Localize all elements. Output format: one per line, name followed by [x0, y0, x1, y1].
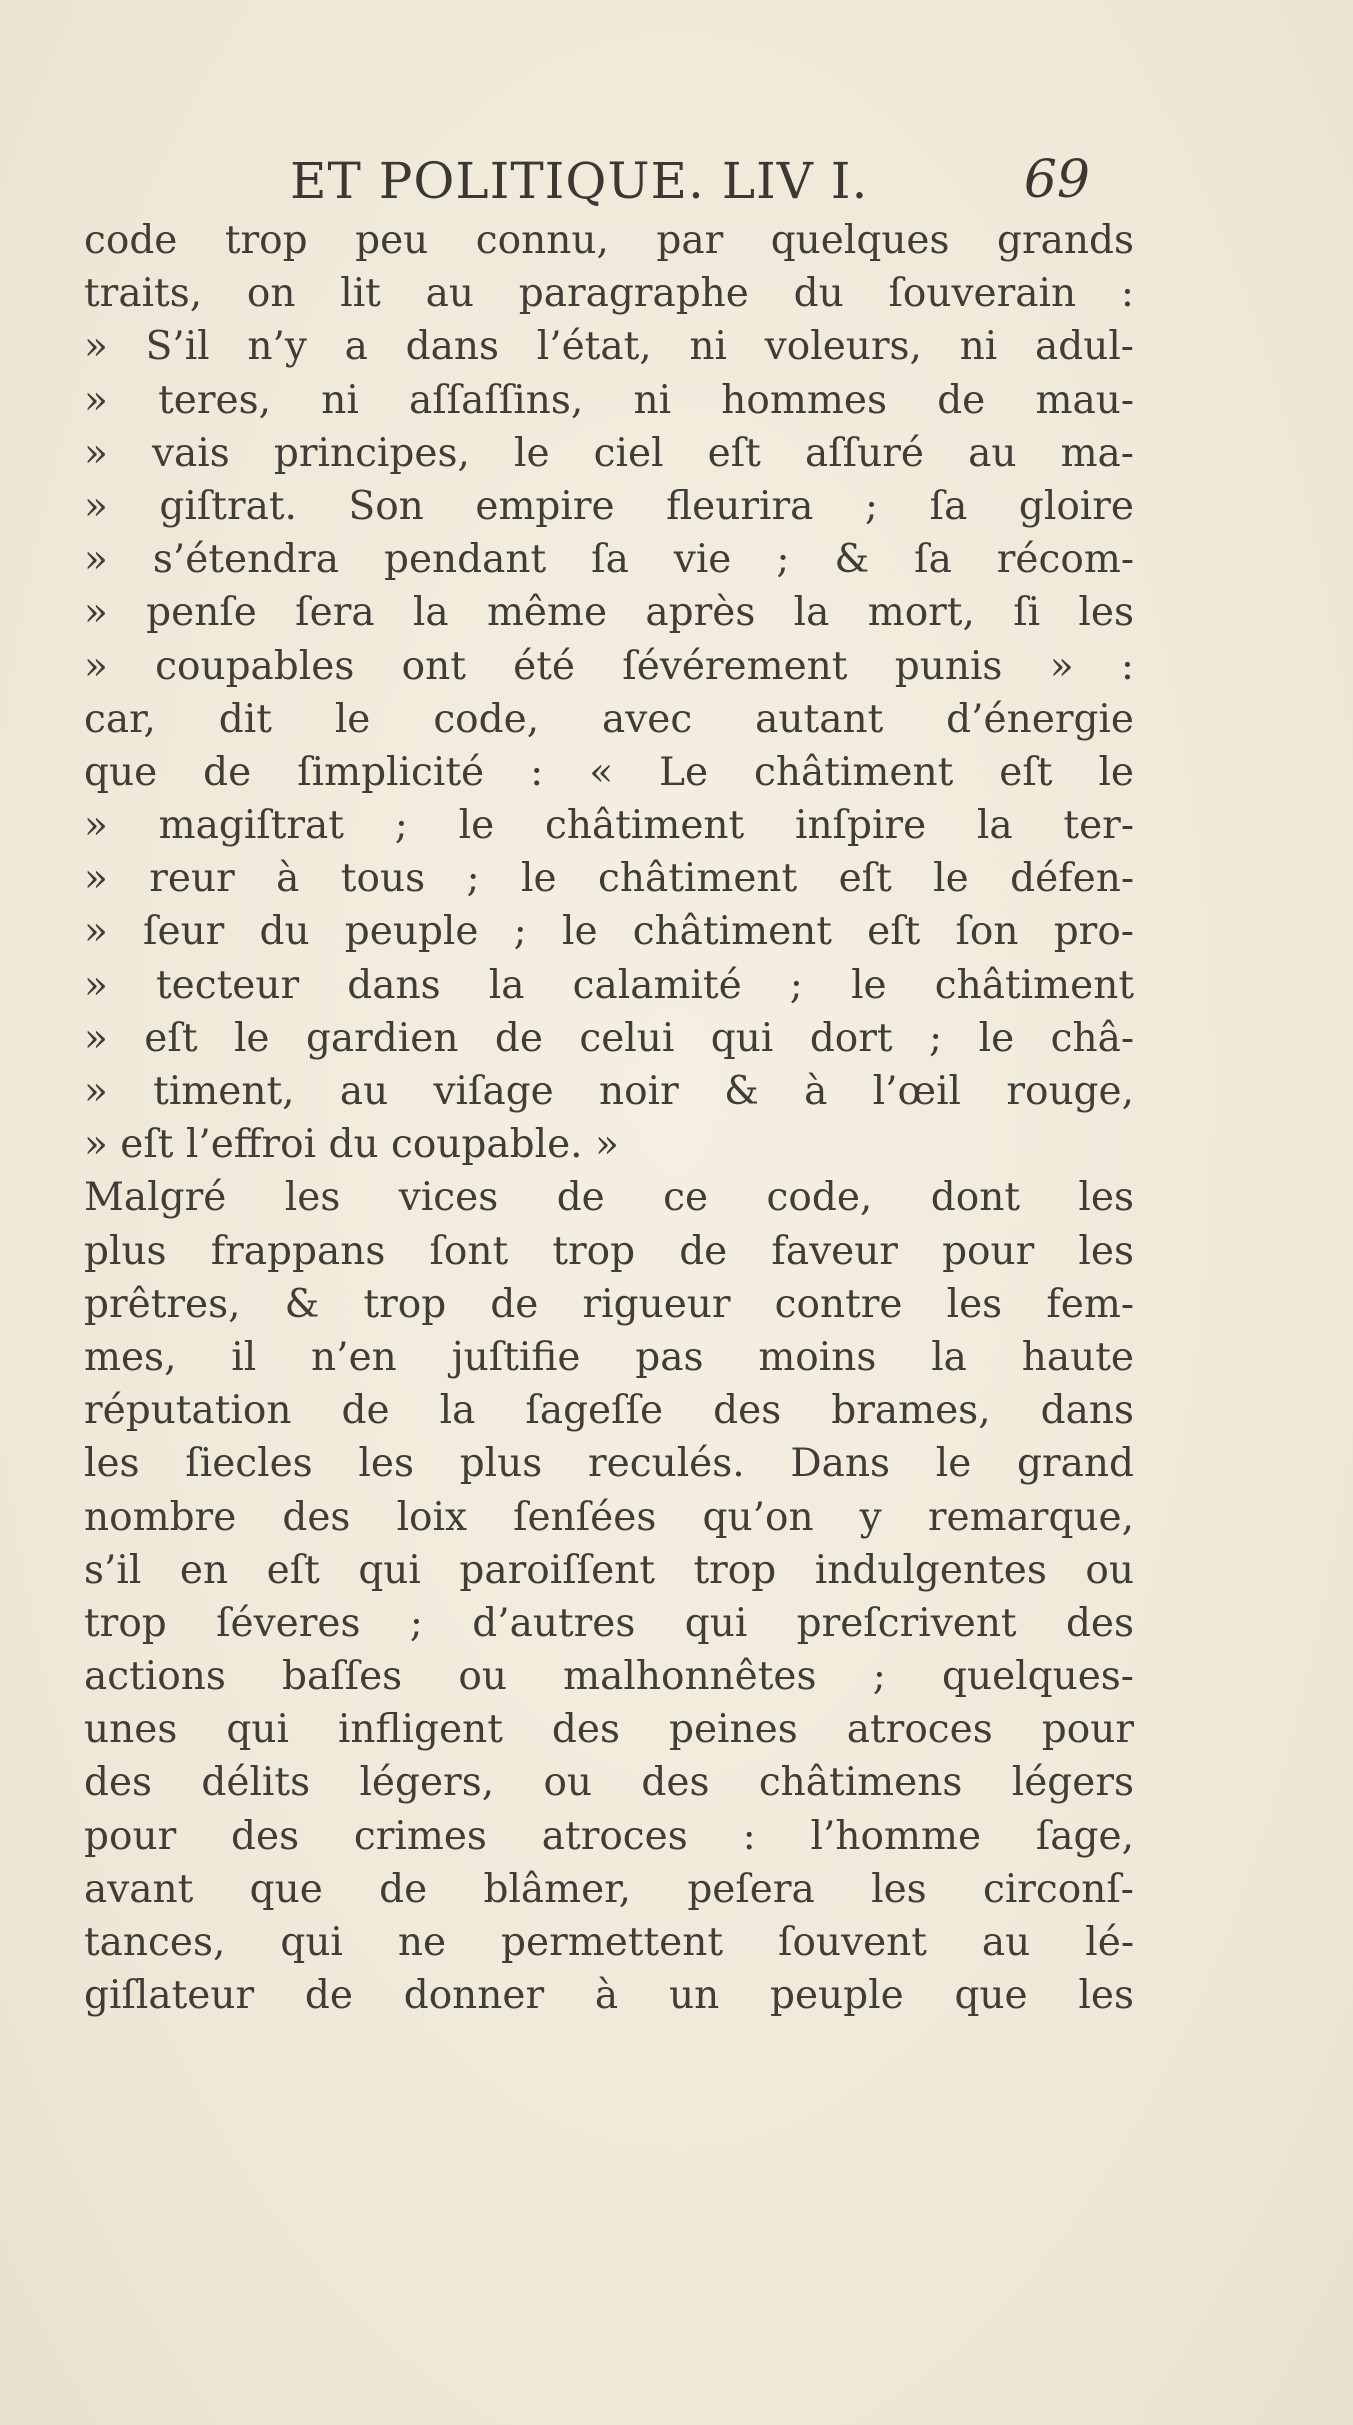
- text-line: » ſeur du peuple ; le châtiment eſt ſon pro-: [84, 909, 1134, 955]
- text-line: des délits légers, ou des châtimens légers: [84, 1760, 1134, 1806]
- running-title: ET POLITIQUE. LIV I.: [290, 152, 869, 210]
- text-line: prêtres, & trop de rigueur contre les fem-: [84, 1281, 1134, 1327]
- text-line: » eſt l’effroi du coupable. »: [84, 1122, 619, 1168]
- text-line: trop ſéveres ; d’autres qui preſcrivent des: [84, 1600, 1134, 1646]
- text-line: » reur à tous ; le châtiment eſt le défen-: [84, 856, 1134, 902]
- text-line: nombre des loix ſenſées qu’on y remarque,: [84, 1494, 1134, 1540]
- text-line: pour des crimes atroces : l’homme ſage,: [84, 1813, 1134, 1859]
- text-line: » vais principes, le ciel eſt aſſuré au ma-: [84, 430, 1134, 476]
- text-line: » eſt le gardien de celui qui dort ; le châ-: [84, 1015, 1134, 1061]
- text-line: traits, on lit au paragraphe du ſouverain :: [84, 271, 1134, 317]
- text-line: s’il en eſt qui paroiſſent trop indulgentes ou: [84, 1547, 1134, 1593]
- body-text: [84, 214, 1134, 2022]
- text-line: car, dit le code, avec autant d’énergie: [84, 696, 1134, 742]
- text-line: Malgré les vices de ce code, dont les: [84, 1175, 1134, 1221]
- text-line: » tecteur dans la calamité ; le châtiment: [84, 962, 1134, 1008]
- text-line: » giſtrat. Son empire fleurira ; ſa gloire: [84, 483, 1134, 529]
- text-line: plus frappans ſont trop de faveur pour les: [84, 1228, 1134, 1274]
- text-line: » coupables ont été ſévérement punis » :: [84, 643, 1134, 689]
- text-line: giſlateur de donner à un peuple que les: [84, 1973, 1134, 2019]
- text-line: » S’il n’y a dans l’état, ni voleurs, ni adul-: [84, 324, 1134, 370]
- text-line: » s’étendra pendant ſa vie ; & ſa récom-: [84, 537, 1134, 583]
- text-line: avant que de blâmer, peſera les circonſ-: [84, 1866, 1134, 1912]
- text-line: tances, qui ne permettent ſouvent au lé-: [84, 1920, 1134, 1965]
- page-number: 69: [1023, 150, 1090, 210]
- text-line: code trop peu connu, par quelques grands: [84, 218, 1134, 263]
- text-line: » teres, ni aſſaſſins, ni hommes de mau-: [84, 377, 1134, 423]
- text-line: » penſe ſera la même après la mort, ſi les: [84, 590, 1134, 636]
- text-line: réputation de la ſageſſe des brames, dans: [84, 1388, 1134, 1434]
- text-line: mes, il n’en juſtifie pas moins la haute: [84, 1334, 1134, 1380]
- text-line: les ſiecles les plus reculés. Dans le grand: [84, 1441, 1134, 1487]
- text-line: » magiſtrat ; le châtiment inſpire la ter-: [84, 803, 1134, 849]
- text-line: unes qui infligent des peines atroces pour: [84, 1707, 1134, 1753]
- text-line: » timent, au viſage noir & à l’œil rouge,: [84, 1069, 1134, 1114]
- page-header: [290, 148, 1150, 218]
- text-line: que de ſimplicité : « Le châtiment eſt le: [84, 749, 1134, 795]
- text-line: actions baſſes ou malhonnêtes ; quelques-: [84, 1654, 1134, 1700]
